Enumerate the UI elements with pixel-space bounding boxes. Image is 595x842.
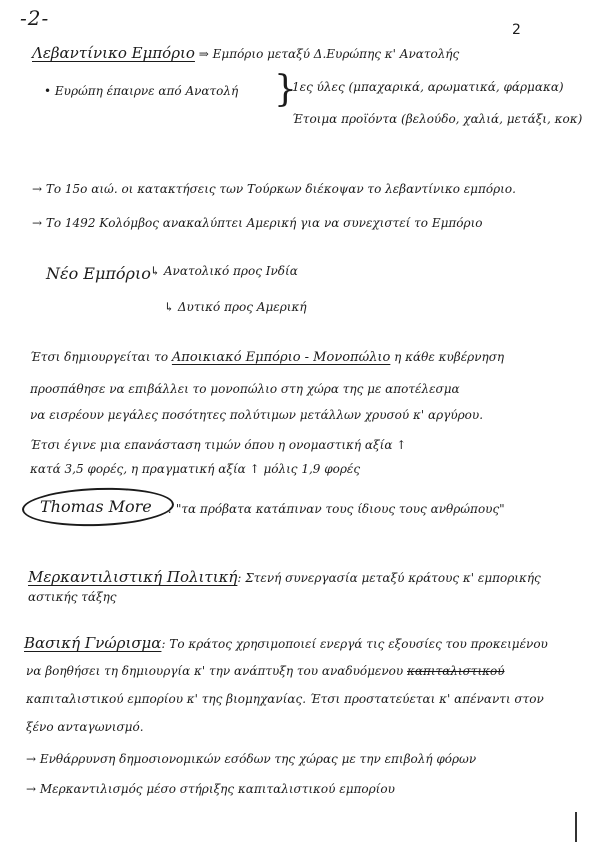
section5-line2-text: να βοηθήσει τη δημιουργία κ' την ανάπτυξη του αναδυόμενου bbox=[26, 664, 407, 678]
section1-title-line bbox=[32, 44, 459, 62]
section5-line1-text: : Το κράτος χρησιμοποιεί ενεργά τις εξουσίες του προκειμένου bbox=[161, 637, 548, 651]
section3-line1-prefix: Έτσι δημιουργείται το bbox=[30, 350, 172, 364]
section5-title: Βασική Γνώρισμα bbox=[24, 634, 162, 652]
section4-text: : Στενή συνεργασία μεταξύ κράτους κ' εμπορικής bbox=[237, 571, 541, 585]
quote-author: Thomas More bbox=[40, 497, 152, 516]
section5-line6: → Μερκαντιλισμός μέσο στήριξης καπιταλιστικού εμπορίου bbox=[26, 782, 395, 796]
section2-new-trade: Νέο Εμπόριο bbox=[46, 264, 151, 283]
page-number: 2 bbox=[512, 22, 521, 38]
section2-branch2-label: Δυτικό προς Αμερική bbox=[177, 300, 307, 314]
section2-line1: → Το 15ο αιώ. οι κατακτήσεις των Τούρκων διέκοψαν το λεβαντίνικο εμπόριο. bbox=[32, 182, 516, 196]
section1-branch2: Έτοιμα προϊόντα (βελούδο, χαλιά, μετάξι, κοκ) bbox=[292, 112, 583, 126]
section2-branch1-label: Ανατολικό προς Ινδία bbox=[163, 264, 298, 278]
section3-line5: κατά 3,5 φορές, η πραγματική αξία ↑ μόλις 1,9 φορές bbox=[30, 462, 361, 476]
section3-line3: να εισρέουν μεγάλες ποσότητες πολύτιμων μετάλλων χρυσού κ' αργύρου. bbox=[30, 408, 484, 422]
section3-colonial-monopoly: Αποικιακό Εμπόριο - Μονοπώλιο bbox=[171, 350, 391, 365]
section5-line1 bbox=[24, 634, 548, 652]
section5-line5: → Ενθάρρυνση δημοσιονομικών εσόδων της χώρας με την επιβολή φόρων bbox=[26, 752, 477, 766]
section1-bullet: • Ευρώπη έπαιρνε από Ανατολή bbox=[44, 84, 239, 98]
section3-line2: προσπάθησε να επιβάλλει το μονοπώλιο στη χώρα της με αποτέλεσμα bbox=[30, 382, 460, 396]
section4-title: Μερκαντιλιστική Πολιτική bbox=[28, 568, 238, 586]
section5-struck-word: καπιταλιστικού bbox=[407, 664, 505, 678]
section1-branch1: 1ες ύλες (μπαχαρικά, αρωματικά, φάρμακα) bbox=[292, 80, 564, 94]
section4-text2: αστικής τάξης bbox=[28, 590, 117, 604]
margin-mark bbox=[575, 812, 585, 842]
section3-line1-suffix: η κάθε κυβέρνηση bbox=[390, 350, 505, 364]
brace-icon: } bbox=[274, 69, 297, 110]
arrow-icon: ↳ bbox=[164, 300, 178, 314]
section5-line4: ξένο ανταγωνισμό. bbox=[26, 720, 144, 734]
section3-line1 bbox=[30, 350, 504, 365]
quote-text: : "τα πρόβατα κατάπιναν τους ίδιους τους ανθρώπους" bbox=[168, 502, 505, 516]
section2-branch1 bbox=[150, 264, 298, 278]
section2-line2: → Το 1492 Κολόμβος ανακαλύπτει Αμερική για να συνεχιστεί το Εμπόριο bbox=[32, 216, 483, 230]
corner-mark: -2- bbox=[20, 6, 50, 30]
section5-line2 bbox=[26, 664, 505, 678]
section2-branch2 bbox=[164, 300, 307, 314]
section5-line3: καπιταλιστικού εμπορίου κ' της βιομηχανίας. Έτσι προστατεύεται κ' απέναντι στον bbox=[26, 692, 544, 706]
section1-title: Λεβαντίνικο Εμπόριο bbox=[32, 44, 195, 62]
section3-line4: Έτσι έγινε μια επανάσταση τιμών όπου η ονομαστική αξία ↑ bbox=[30, 438, 407, 452]
arrow-icon: ↳ bbox=[150, 264, 164, 278]
section1-definition: ⇒ Εμπόριο μεταξύ Δ.Ευρώπης κ' Ανατολής bbox=[198, 47, 460, 61]
section4-line1 bbox=[28, 568, 541, 586]
